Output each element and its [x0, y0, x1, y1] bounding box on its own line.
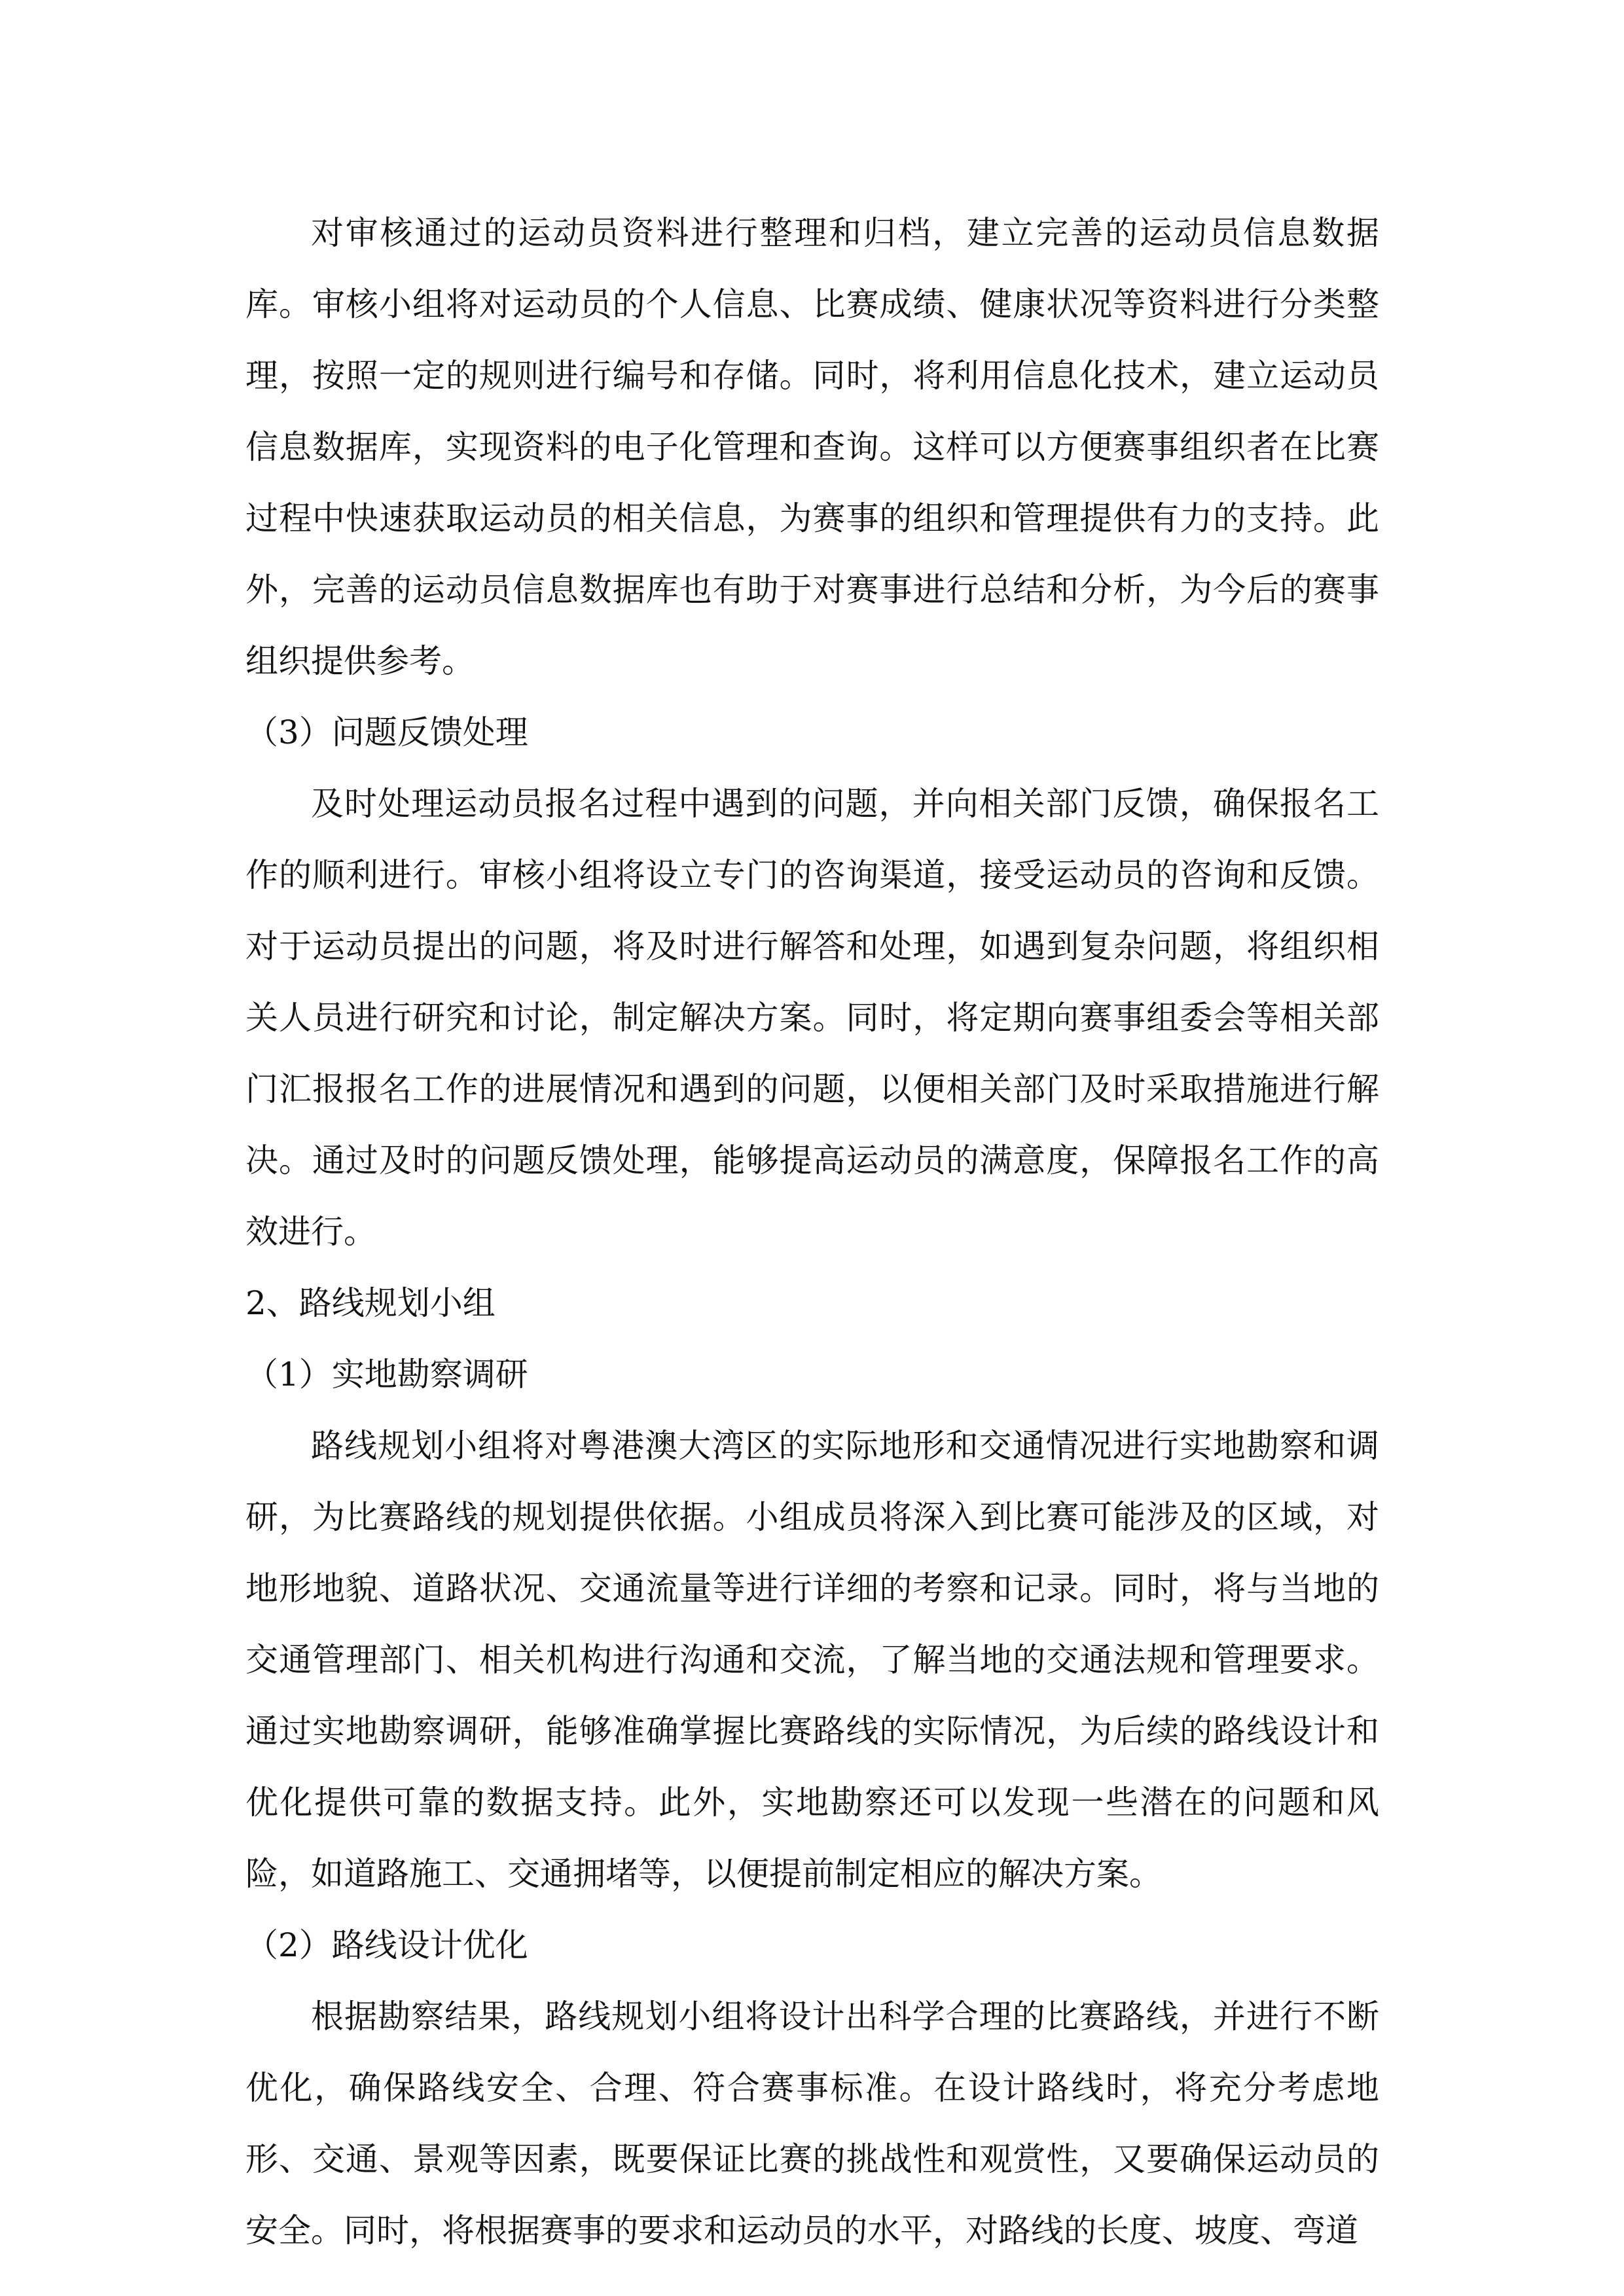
paragraph-route-design: 根据勘察结果，路线规划小组将设计出科学合理的比赛路线，并进行不断优化，确保路线安全、合理、符合赛事标准。在设计路线时，将充分考虑地形、交通、景观等因素，既要保证比赛的挑战性和观赏性，又要确保运动员的安全。同时，将根据赛事的要求和运动员的水平，对路线的长度、坡度、弯道 — [245, 1998, 1379, 2250]
paragraph-field-survey: 路线规划小组将对粤港澳大湾区的实际地形和交通情况进行实地勘察和调研，为比赛路线的规划提供依据。小组成员将深入到比赛可能涉及的区域，对地形地貌、道路状况、交通流量等进行详细的考察和记录。同时，将与当地的交通管理部门、相关机构进行沟通和交流，了解当地的交通法规和管理要求。通过实地勘察调研，能够准确掌握比赛路线的实际情况，为后续的路线设计和优化提供可靠的数据支持。此外，实地勘察还可以发现一些潜在的问题和风险，如道路施工、交通拥堵等，以便提前制定相应的解决方案。 — [245, 1427, 1379, 1893]
paragraph-feedback-handling: 及时处理运动员报名过程中遇到的问题，并向相关部门反馈，确保报名工作的顺利进行。审核小组将设立专门的咨询渠道，接受运动员的咨询和反馈。对于运动员提出的问题，将及时进行解答和处理，如遇到复杂问题，将组织相关人员进行研究和讨论，制定解决方案。同时，将定期向赛事组委会等相关部门汇报报名工作的进展情况和遇到的问题，以便相关部门及时采取措施进行解决。通过及时的问题反馈处理，能够提高运动员的满意度，保障报名工作的高效进行。 — [245, 785, 1379, 1251]
heading-feedback-handling: （3）问题反馈处理 — [245, 713, 528, 751]
document-body — [245, 198, 1379, 2267]
heading-route-design: （2）路线设计优化 — [245, 1926, 528, 1964]
heading-route-planning-group: 2、路线规划小组 — [245, 1284, 496, 1322]
paragraph-athlete-database: 对审核通过的运动员资料进行整理和归档，建立完善的运动员信息数据库。审核小组将对运动员的个人信息、比赛成绩、健康状况等资料进行分类整理，按照一定的规则进行编号和存储。同时，将利用信息化技术，建立运动员信息数据库，实现资料的电子化管理和查询。这样可以方便赛事组织者在比赛过程中快速获取运动员的相关信息，为赛事的组织和管理提供有力的支持。此外，完善的运动员信息数据库也有助于对赛事进行总结和分析，为今后的赛事组织提供参考。 — [245, 214, 1379, 680]
heading-field-survey: （1）实地勘察调研 — [245, 1355, 528, 1393]
